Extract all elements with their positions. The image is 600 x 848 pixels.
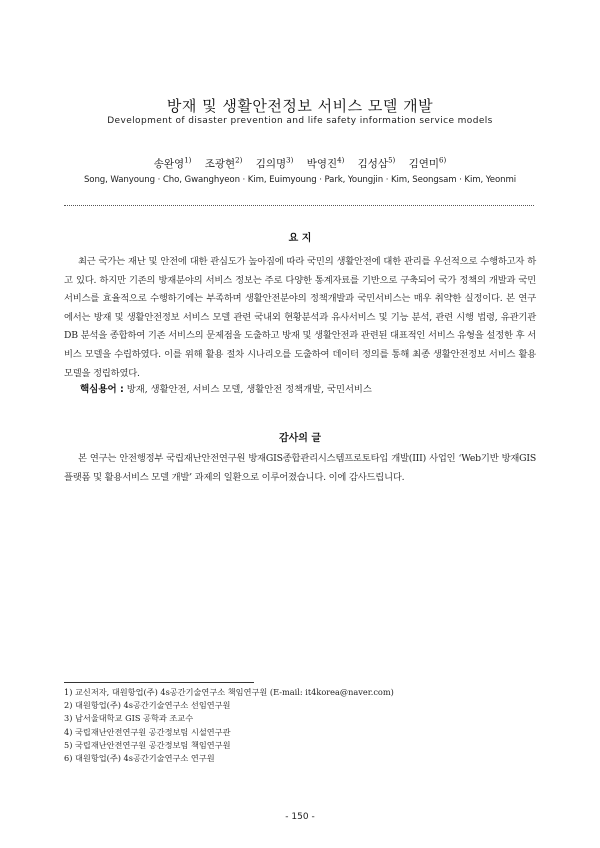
author: 김성삼$^{5)}$ [357, 156, 396, 170]
author: 김연미$^{6)}$ [408, 156, 447, 170]
keywords [80, 381, 536, 395]
author: 송완영$^{1)}$ [153, 156, 192, 170]
footnote: 2) 대원항업(주) 4s공간기술연구소 선임연구원 [64, 700, 231, 711]
abstract-text: 최근 국가는 재난 및 안전에 대한 관심도가 높아짐에 따라 국민의 생활안전에 대한 관리를 우선적으로 수행하고자 하고 있다. 하지만 기존의 방재분야의 서비스 정보는 주로 다양한 통계자료를 기반으로 구축되어 국가 정책의 개발과 국민 서비스를 효율적으로 수행하기에는 부족하며 생활안전분야의 정책개발과 국민서비스는 매우 취약한 실정이다. 본 연구에서는 방재 및 생활안전정보 서비스 모델 관련 국내외 현황분석과 유사서비스 및 기능 분석, 관련 시행 법령, 유관기관 DB 분석을 종합하여 기존 서비스의 문제점을 도출하고 방재 및 생활안전과 관련된 대표적인 서비스 유형을 설정한 후 서비스 모델을 수립하였다. 이를 위해 활용 절차 시나리오를 도출하여 데이터 정의를 통해 최종 생활안전정보 서비스 활용 모델을 정립하였다. [64, 256, 536, 379]
page-number: - 150 - [285, 812, 315, 822]
footnote: 1) 교신저자, 대원항업(주) 4s공간기술연구소 책임연구원 (E-mail: it4korea@naver.com) [64, 687, 394, 697]
acknowledgement-text: 본 연구는 안전행정부 국립재난안전연구원 방재GIS종합관리시스템프로토타입 개발(III) 사업인 ‘Web기반 방재GIS 플랫폼 및 활용서비스 모델 개발’ 과제의 일환으로 이루어졌습니다. 이에 감사드립니다. [64, 453, 536, 483]
keywords-list: 방재, 생활안전, 서비스 모델, 생활안전 정책개발, 국민서비스 [126, 384, 372, 395]
footnotes [64, 686, 544, 765]
paper-subtitle-english: Development of disaster prevention and life safety information service models [107, 116, 493, 126]
authors-korean [0, 156, 600, 171]
keywords-label: 핵심용어 : [80, 384, 124, 395]
authors-english: Song, Wanyoung · Cho, Gwanghyeon · Kim, Euimyoung · Park, Youngjin · Kim, Seongsam · Kim, Yeonmi [83, 175, 517, 185]
paper-title: 방재 및 생활안전정보 서비스 모델 개발 [166, 97, 434, 115]
footnote: 6) 대원항업(주) 4s공간기술연구소 연구원 [64, 753, 215, 764]
footnote: 3) 남서울대학교 GIS 공학과 조교수 [64, 713, 194, 724]
footnote-divider [64, 682, 254, 683]
author: 박영진$^{4)}$ [306, 156, 345, 170]
footnote: 4) 국립재난안전연구원 공간정보팀 시설연구관 [64, 726, 231, 737]
dotted-divider [64, 205, 534, 206]
acknowledgement-heading: 감사의 글 [278, 433, 322, 444]
author: 김의명$^{3)}$ [255, 156, 294, 170]
abstract-heading: 요 지 [288, 233, 312, 244]
author: 조광현$^{2)}$ [204, 156, 243, 170]
footnote: 5) 국립재난안전연구원 공간정보팀 책임연구원 [64, 739, 231, 750]
